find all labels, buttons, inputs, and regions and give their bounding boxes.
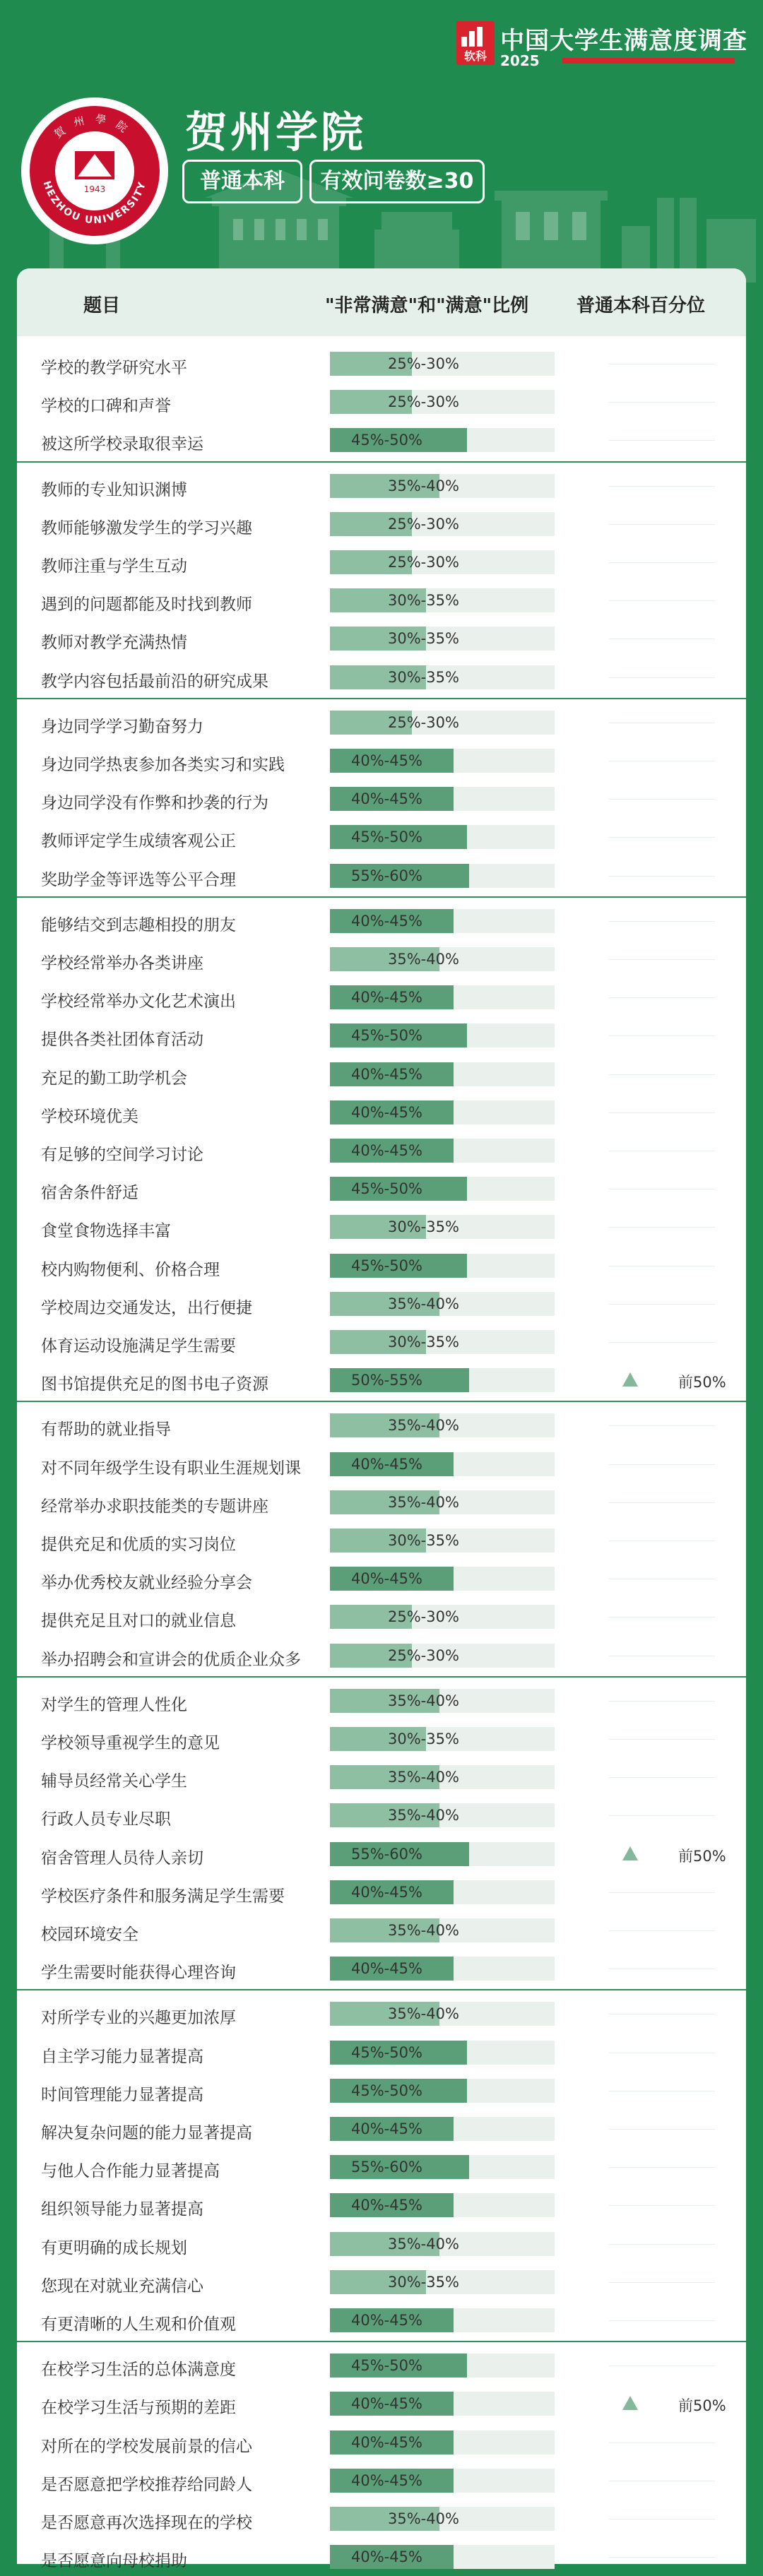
percentile-empty-line (609, 1815, 715, 1816)
table-row (17, 1521, 746, 1560)
row-label: 是否愿意向母校捐助 (41, 2552, 187, 2571)
seal-english-text: HEZHOU UNIVERSITY (40, 179, 149, 227)
percentile-empty-line (609, 1464, 715, 1465)
ratio-bar-track (330, 1803, 555, 1827)
ratio-bar-track (330, 428, 555, 452)
seal-chinese-text: 賀州學院 (52, 112, 138, 141)
percentile-empty-line (609, 1739, 715, 1740)
ratio-bar-track (330, 1254, 555, 1278)
row-label: 身边同学没有作弊和抄袭的行为 (41, 794, 268, 813)
ratio-bar-track (330, 1880, 555, 1904)
percentile-empty-line (609, 837, 715, 838)
ratio-range-label: 40%-45% (351, 989, 422, 1007)
ratio-bar-track (330, 1330, 555, 1354)
table-row (17, 1361, 746, 1399)
percentile-label: 前50% (678, 1374, 726, 1391)
ratio-range-label: 40%-45% (351, 1103, 422, 1121)
ratio-range-label: 25%-30% (388, 1608, 459, 1626)
ratio-bar-track (330, 352, 555, 376)
row-label: 学校环境优美 (41, 1107, 138, 1126)
seal-year: 1943 (83, 184, 106, 194)
ratio-bar-track (330, 2430, 555, 2455)
ratio-range-label: 45%-50% (351, 1257, 422, 1274)
table-row (17, 1720, 746, 1758)
ratio-bar-track (330, 2270, 555, 2294)
ratio-bar-track (330, 2193, 555, 2217)
ratio-bar-track (330, 2232, 555, 2256)
ratio-range-label: 35%-40% (388, 1807, 459, 1824)
row-label: 有足够的空间学习讨论 (41, 1146, 203, 1164)
percentile-empty-line (609, 1074, 715, 1075)
percentile-empty-line (609, 921, 715, 922)
ratio-bar-track (330, 909, 555, 933)
ratio-bar-track (330, 2002, 555, 2026)
table-row (17, 1560, 746, 1598)
ratio-range-label: 55%-60% (351, 1845, 422, 1863)
section-divider (17, 896, 746, 898)
ratio-bar-track (330, 512, 555, 536)
percentile-empty-line (609, 1342, 715, 1343)
row-label: 学校经常举办文化艺术演出 (41, 992, 236, 1011)
ratio-bar-track (330, 2041, 555, 2065)
row-label: 自主学习能力显著提高 (41, 2047, 203, 2066)
row-label: 提供各类社团体育活动 (41, 1031, 203, 1050)
ratio-bar-track (330, 947, 555, 971)
ratio-bar-track (330, 864, 555, 888)
ratio-bar-track (330, 1529, 555, 1553)
percentile-empty-line (609, 1425, 715, 1426)
ratio-bar-track (330, 2469, 555, 2493)
row-label: 对学生的管理人性化 (41, 1695, 187, 1714)
ratio-range-label: 25%-30% (388, 554, 459, 571)
percentile-label: 前50% (678, 1847, 726, 1865)
table-row (17, 345, 746, 383)
ratio-bar-track (330, 1452, 555, 1476)
row-label: 解决复杂问题的能力显著提高 (41, 2124, 252, 2142)
row-label: 身边同学热衷参加各类实习和实践 (41, 756, 285, 774)
table-row (17, 940, 746, 978)
ratio-range-label: 25%-30% (388, 355, 459, 372)
table-row (17, 1247, 746, 1285)
ratio-bar-track (330, 1765, 555, 1789)
ratio-bar-track (330, 1689, 555, 1713)
row-label: 宿舍条件舒适 (41, 1184, 138, 1203)
school-name: 贺州学院 (185, 108, 366, 158)
row-label: 有帮助的就业指导 (41, 1420, 171, 1440)
row-label: 提供充足且对口的就业信息 (41, 1612, 236, 1631)
ratio-bar-track (330, 2155, 555, 2179)
row-label: 学校周边交通发达，出行便捷 (41, 1298, 252, 1317)
table-row (17, 2225, 746, 2263)
ratio-bar-track (330, 1215, 555, 1239)
ratio-bar-track (330, 1062, 555, 1086)
row-label: 学校领导重视学生的意见 (41, 1734, 220, 1752)
svg-text:賀州學院 (52, 112, 137, 141)
ratio-bar-track (330, 2308, 555, 2332)
table-row (17, 2538, 746, 2576)
ratio-range-label: 35%-40% (388, 1295, 459, 1312)
ratio-range-label: 25%-30% (388, 713, 459, 731)
percentile-empty-line (609, 799, 715, 800)
row-label: 学校的口碑和声誉 (41, 397, 171, 416)
ratio-bar-track (330, 1368, 555, 1392)
ratio-bar-track (330, 1727, 555, 1751)
ratio-range-label: 25%-30% (388, 393, 459, 411)
table-row (17, 1598, 746, 1636)
ratio-range-label: 25%-30% (388, 515, 459, 533)
ratio-bar-track (330, 550, 555, 574)
table-row (17, 902, 746, 940)
row-label: 组织领导能力显著提高 (41, 2200, 203, 2219)
percentile-empty-line (609, 959, 715, 960)
row-label: 是否愿意把学校推荐给同龄人 (41, 2475, 252, 2494)
table-row (17, 2263, 746, 2301)
table-row (17, 780, 746, 818)
section-divider (17, 1401, 746, 1402)
table-row (17, 1796, 746, 1834)
table-row (17, 619, 746, 658)
section-divider (17, 2341, 746, 2342)
table-row (17, 1055, 746, 1093)
satisfaction-table (17, 268, 746, 2571)
row-label: 奖助学金等评选等公平合理 (41, 870, 236, 889)
ratio-bar-track (330, 2079, 555, 2103)
ratio-range-label: 35%-40% (388, 1692, 459, 1709)
percentile-empty-line (609, 677, 715, 678)
ratio-range-label: 40%-45% (351, 2120, 422, 2137)
percentile-empty-line (609, 2129, 715, 2130)
ratio-range-label: 30%-35% (388, 1218, 459, 1236)
ratio-range-label: 30%-35% (388, 630, 459, 648)
row-label: 时间管理能力显著提高 (41, 2085, 203, 2104)
percentile-empty-line (609, 2557, 715, 2558)
table-row (17, 1758, 746, 1796)
ratio-bar-track (330, 1605, 555, 1629)
ratio-range-label: 40%-45% (351, 2197, 422, 2214)
ratio-range-label: 55%-60% (351, 867, 422, 884)
percentile-empty-line (609, 440, 715, 441)
ratio-bar-track (330, 1490, 555, 1514)
ratio-range-label: 35%-40% (388, 1493, 459, 1511)
ratio-range-label: 45%-50% (351, 829, 422, 846)
ratio-range-label: 25%-30% (388, 1646, 459, 1664)
table-row (17, 1285, 746, 1323)
ratio-bar-track (330, 1918, 555, 1942)
ratio-range-label: 40%-45% (351, 2433, 422, 2451)
row-label: 在校学习生活的总体满意度 (41, 2361, 236, 2380)
table-row (17, 1911, 746, 1949)
ratio-range-label: 45%-50% (351, 2082, 422, 2099)
ratio-bar-track (330, 2392, 555, 2416)
table-row (17, 1873, 746, 1911)
ratio-bar-track (330, 1567, 555, 1591)
section-divider (17, 461, 746, 463)
percentile-empty-line (609, 1304, 715, 1305)
table-row (17, 2346, 746, 2385)
column-header-percentile: 普通本科百分位 (576, 295, 706, 316)
sample-size-tag: 有效问卷数≥30 (309, 160, 485, 203)
ratio-range-label: 35%-40% (388, 477, 459, 494)
table-row (17, 1637, 746, 1675)
percentile-empty-line (609, 1502, 715, 1503)
row-label: 宿舍管理人员待人亲切 (41, 1848, 203, 1868)
percentile-empty-line (609, 2205, 715, 2206)
percentile-empty-line (609, 2282, 715, 2283)
ratio-range-label: 55%-60% (351, 2159, 422, 2176)
ratio-bar-track (330, 2507, 555, 2531)
table-row (17, 658, 746, 696)
row-label: 教师注重与学生互动 (41, 557, 187, 576)
table-row (17, 1323, 746, 1361)
brand-year: 2025 (500, 52, 540, 69)
row-label: 体育运动设施满足学生需要 (41, 1337, 236, 1355)
table-row (17, 742, 746, 780)
percentile-empty-line (609, 1617, 715, 1618)
ratio-bar-track (330, 627, 555, 651)
ratio-range-label: 30%-35% (388, 1731, 459, 1747)
percentile-empty-line (609, 562, 715, 563)
ratio-range-label: 40%-45% (351, 1065, 422, 1083)
row-label: 提供充足和优质的实习岗位 (41, 1536, 236, 1554)
ratio-bar-track (330, 985, 555, 1009)
ratio-range-label: 45%-50% (351, 1180, 422, 1198)
ratio-range-label: 30%-35% (388, 2273, 459, 2291)
percentile-label: 前50% (678, 2397, 726, 2415)
table-row (17, 1132, 746, 1170)
ratio-bar-track (330, 2354, 555, 2378)
percentile-empty-line (609, 1112, 715, 1113)
ratio-range-label: 30%-35% (388, 668, 459, 686)
ratio-range-label: 40%-45% (351, 912, 422, 930)
ratio-bar-track (330, 1957, 555, 1981)
table-row (17, 1835, 746, 1873)
ratio-range-label: 45%-50% (351, 2357, 422, 2375)
ratio-range-label: 30%-35% (388, 592, 459, 610)
ratio-range-label: 40%-45% (351, 1142, 422, 1159)
ratio-range-label: 40%-45% (351, 2471, 422, 2489)
table-row (17, 1016, 746, 1055)
table-row (17, 2186, 746, 2224)
row-label: 在校学习生活与预期的差距 (41, 2399, 236, 2418)
ratio-bar-track (330, 2117, 555, 2141)
row-label: 遇到的问题都能及时找到教师 (41, 595, 252, 615)
ratio-bar-track (330, 1139, 555, 1163)
table-row (17, 1949, 746, 1988)
ratio-range-label: 40%-45% (351, 2548, 422, 2566)
row-label: 被这所学校录取很幸运 (41, 435, 203, 454)
row-label: 充足的勤工助学机会 (41, 1069, 187, 1088)
percentile-empty-line (609, 1227, 715, 1228)
row-label: 学校经常举办各类讲座 (41, 954, 203, 973)
ratio-range-label: 35%-40% (388, 951, 459, 968)
row-label: 教师评定学生成绩客观公正 (41, 832, 236, 851)
ratio-bar-track (330, 711, 555, 735)
percentile-empty-line (609, 1777, 715, 1778)
header-banner (0, 0, 763, 283)
section-divider (17, 698, 746, 699)
row-label: 图书馆提供充足的图书电子资源 (41, 1375, 268, 1394)
row-label: 食堂食物选择丰富 (41, 1222, 171, 1241)
table-row (17, 1406, 746, 1444)
ratio-range-label: 40%-45% (351, 1883, 422, 1901)
table-row (17, 2462, 746, 2500)
percentile-empty-line (609, 486, 715, 487)
table-row (17, 581, 746, 619)
ratio-bar-track (330, 1023, 555, 1047)
shanghairanking-logo-icon (456, 21, 495, 65)
ratio-range-label: 40%-45% (351, 1570, 422, 1588)
table-row (17, 2072, 746, 2110)
ratio-range-label: 30%-35% (388, 1334, 459, 1351)
table-row (17, 1208, 746, 1246)
ratio-range-label: 35%-40% (388, 2005, 459, 2023)
table-row (17, 2423, 746, 2462)
row-label: 对所学专业的兴趣更加浓厚 (41, 2009, 236, 2028)
row-label: 校园环境安全 (41, 1925, 138, 1944)
ratio-range-label: 35%-40% (388, 2235, 459, 2252)
ratio-bar-track (330, 1644, 555, 1668)
row-label: 对不同年级学生设有职业生涯规划课 (41, 1459, 301, 1478)
level-tag: 普通本科 (182, 160, 302, 203)
row-label: 行政人员专业尽职 (41, 1810, 171, 1829)
ratio-bar-track (330, 825, 555, 849)
ratio-bar-track (330, 749, 555, 773)
table-row (17, 1170, 746, 1208)
ratio-bar-track (330, 2545, 555, 2569)
ratio-range-label: 45%-50% (351, 1027, 422, 1045)
ratio-range-label: 50%-55% (351, 1372, 422, 1389)
ratio-range-label: 40%-45% (351, 752, 422, 769)
row-label: 能够结交到志趣相投的朋友 (41, 915, 236, 934)
row-label: 学生需要时能获得心理咨询 (41, 1964, 236, 1983)
ratio-bar-track (330, 1292, 555, 1316)
ratio-range-label: 35%-40% (388, 2510, 459, 2527)
row-label: 与他人合作能力显著提高 (41, 2162, 220, 2181)
up-triangle-icon (622, 1846, 638, 1860)
row-label: 教学内容包括最前沿的研究成果 (41, 672, 268, 691)
table-row (17, 2034, 746, 2072)
ratio-range-label: 30%-35% (388, 1532, 459, 1549)
table-row (17, 978, 746, 1016)
percentile-empty-line (609, 2244, 715, 2245)
row-label: 有更清晰的人生观和价值观 (41, 2315, 236, 2334)
ratio-range-label: 40%-45% (351, 790, 422, 808)
ratio-bar-track (330, 588, 555, 612)
percentile-empty-line (609, 1701, 715, 1702)
table-row (17, 818, 746, 856)
ratio-range-label: 40%-45% (351, 1960, 422, 1978)
ratio-range-label: 35%-40% (388, 1417, 459, 1435)
table-row (17, 1483, 746, 1521)
row-label: 校内购物便利、价格合理 (41, 1260, 220, 1279)
ratio-bar-track (330, 1413, 555, 1437)
ratio-range-label: 35%-40% (388, 1769, 459, 1786)
ratio-range-label: 40%-45% (351, 2395, 422, 2413)
row-label: 是否愿意再次选择现在的学校 (41, 2514, 252, 2532)
table-header (17, 268, 746, 336)
table-row (17, 2500, 746, 2538)
table-row (17, 467, 746, 505)
ratio-range-label: 40%-45% (351, 2312, 422, 2329)
row-label: 教师对教学充满热情 (41, 634, 187, 653)
row-label: 辅导员经常关心学生 (41, 1772, 187, 1791)
ratio-range-label: 45%-50% (351, 432, 422, 449)
percentile-empty-line (609, 997, 715, 998)
section-divider (17, 1676, 746, 1678)
row-label: 您现在对就业充满信心 (41, 2277, 203, 2296)
row-label: 有更明确的成长规划 (41, 2238, 187, 2257)
school-seal-logo (21, 97, 168, 244)
ratio-bar-track (330, 1100, 555, 1124)
row-label: 教师的专业知识渊博 (41, 480, 187, 499)
row-label: 对所在的学校发展前景的信心 (41, 2437, 252, 2456)
ratio-bar-track (330, 390, 555, 414)
table-row (17, 2110, 746, 2148)
percentile-empty-line (609, 524, 715, 525)
percentile-empty-line (609, 1930, 715, 1931)
table-row (17, 2148, 746, 2186)
percentile-empty-line (609, 2167, 715, 2168)
table-row (17, 543, 746, 581)
table-row (17, 704, 746, 742)
table-row (17, 383, 746, 421)
ratio-range-label: 40%-45% (351, 1455, 422, 1473)
table-row (17, 1445, 746, 1483)
table-row (17, 421, 746, 459)
row-label: 经常举办求职技能类的专题讲座 (41, 1497, 268, 1516)
table-row (17, 857, 746, 895)
row-label: 学校的教学研究水平 (41, 359, 187, 377)
percentile-empty-line (609, 1035, 715, 1036)
table-row (17, 1093, 746, 1132)
ratio-bar-track (330, 1842, 555, 1866)
percentile-empty-line (609, 1892, 715, 1893)
table-row (17, 1995, 746, 2033)
row-label: 举办优秀校友就业经验分享会 (41, 1574, 252, 1593)
ratio-bar-track (330, 787, 555, 811)
table-row (17, 505, 746, 543)
section-divider (17, 1989, 746, 1990)
table-row (17, 1682, 746, 1720)
row-label: 身边同学学习勤奋努力 (41, 717, 203, 736)
ratio-range-label: 45%-50% (351, 2043, 422, 2061)
percentile-empty-line (609, 2320, 715, 2321)
brand-title: 中国大学生满意度调查 (500, 27, 747, 55)
column-header-ratio: "非常满意"和"满意"比例 (325, 295, 529, 316)
column-header-item: 题目 (83, 295, 121, 316)
brand-underline (562, 58, 735, 64)
row-label: 学校医疗条件和服务满足学生需要 (41, 1887, 285, 1906)
row-label: 教师能够激发学生的学习兴趣 (41, 518, 252, 538)
table-row (17, 2301, 746, 2339)
percentile-empty-line (609, 876, 715, 877)
percentile-empty-line (609, 600, 715, 601)
ratio-range-label: 35%-40% (388, 1922, 459, 1939)
brand-logo-tag: 软科 (463, 49, 487, 63)
table-row (17, 2385, 746, 2423)
ratio-bar-track (330, 665, 555, 689)
ratio-bar-track (330, 474, 555, 498)
row-label: 举办招聘会和宣讲会的优质企业众多 (41, 1650, 301, 1669)
brand (456, 21, 747, 71)
up-triangle-icon (622, 1372, 638, 1387)
up-triangle-icon (622, 2396, 638, 2410)
percentile-empty-line (609, 402, 715, 403)
ratio-bar-track (330, 1177, 555, 1201)
